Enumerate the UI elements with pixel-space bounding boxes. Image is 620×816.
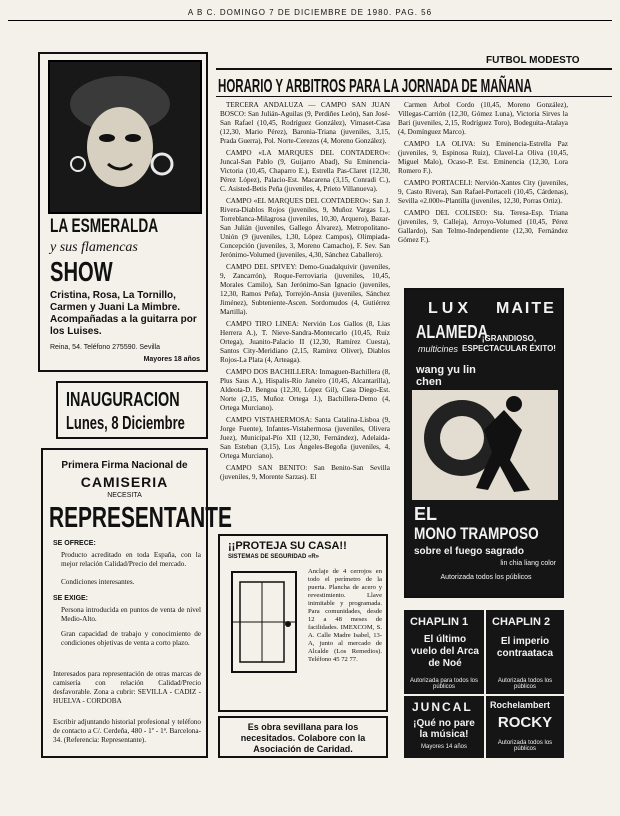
proteja-casa-ad xyxy=(218,534,388,712)
fixture-para: CAMPO DOS BACHILLERA: Inmaguen-Bachillera (8, Plus Saus A.), Hispalis-Río Janeiro (10,45, Alcantarilla), Aldeota-D. Bengoa (12,30, López Gil), Casa Diego-Est. Norte (2,15, Muñoz Ortega J.), Bachillera-Demo (4, Ortega Murciano). xyxy=(220,368,390,412)
rochelambert-text: ROCKY xyxy=(497,714,553,731)
camiseria-offer-1: Producto acreditado en toda España, con la mejor relación Calidad/Precio del mercado. xyxy=(61,551,201,568)
caridad-text: Es obra sevillana para los necesitados. Colabore con la Asociación de Caridad. xyxy=(240,722,366,754)
juncal-text: ¡Qué no pare la música! xyxy=(413,718,475,740)
cinema-alameda: ALAMEDA xyxy=(416,322,488,342)
juncal-title: JUNCAL xyxy=(412,700,473,714)
cinema-lux: LUX xyxy=(428,300,472,317)
cinema-promo: ¡GRANDIOSO, ESPECTACULAR ÉXITO! xyxy=(462,334,556,353)
camiseria-zones: Interesados para representación de otras marcas de camisería con relación Calidad/Precio desfavorable. Zona a cubrir: SEVILLA - CADIZ - HUELVA - CORDOBA xyxy=(53,670,201,705)
camiseria-require-1: Persona introducida en puntos de venta de nivel Medio-Alto. xyxy=(61,606,201,623)
esmeralda-cast: Cristina, Rosa, La Tornillo, Carmen y Juani La Mimbre. Acompañadas a la guitarra por los Luises. xyxy=(50,290,197,337)
cinema-actors: wang yu lin chen xyxy=(416,364,476,388)
camiseria-requires-label: SE EXIGE: xyxy=(53,595,89,602)
esmeralda-subtitle: y sus flamencas xyxy=(50,240,138,255)
esmeralda-show: SHOW xyxy=(50,256,113,287)
fixture-para: CAMPO PORTACELI: Nervión-Xantes City (juveniles, 9, Casto Rivera), San Rafael-Portaceli (10,45, Cárdenas), Sevilla «2.000»-Plantilla (juveniles, 12,30, Porras Ortiz). xyxy=(398,179,568,205)
rochelambert-title: Rochelambert xyxy=(490,700,551,710)
inauguracion-ad xyxy=(56,381,208,439)
chaplin-ad-1 xyxy=(404,610,484,694)
fighter-illustration xyxy=(412,390,558,500)
cinema-title-el: EL xyxy=(414,504,438,524)
fixture-para: CAMPO DEL SPIVEY: Demo-Guadalquivir (juveniles, 9, Zancarrón), Roque-Ferroviaria (juveniles, 10,45, Morales Camilo), San Jerónimo-San Ignacio (juveniles, 12,30, Ramos Peña), Torrejón-Ansia (juveniles, Sánchez Jiménez), Subteniente-Ascen. Sordomudos (4, Gutiérrez Martilla). xyxy=(220,263,390,316)
inauguracion-line1: INAUGURACION xyxy=(66,389,180,411)
chaplin1-title: CHAPLIN 1 xyxy=(410,616,469,628)
proteja-subtitle: SISTEMAS DE SEGURIDAD «R» xyxy=(228,554,320,560)
camiseria-require-2: Gran capacidad de trabajo y conocimiento de condiciones objetivas de venta a corto plazo. xyxy=(61,630,201,647)
chaplin-ad-2 xyxy=(486,610,564,694)
esmeralda-address: Reina, 54. Teléfono 275590. Sevilla xyxy=(50,344,161,351)
cinema-credit: lin chia liang color xyxy=(500,560,556,567)
proteja-text: Anclaje de 4 cerrojos en todo el perímetro de la puerta. Plancha de acero y revestimiento. Llave inimitable y programada. Para comunidades, desde 12 a 48 meses de facilidades. IMEXCOM, S. A. Calle Madre Isabel, 13-A, junto al mercado de Alcalde (Los Remedios). Teléfono 45 72 77. xyxy=(308,568,382,663)
door-illustration xyxy=(228,568,304,678)
section-rule xyxy=(216,68,612,70)
camiseria-headline: REPRESENTANTE xyxy=(49,502,232,534)
cinema-multicines: multicines xyxy=(418,344,459,354)
caridad-ad xyxy=(218,716,388,758)
rochelambert-ad xyxy=(486,696,564,758)
camiseria-contact: Escribir adjuntando historial profesional y teléfono de contacto a C/. Cerdeña, 480 - 1º - 1ª. Barcelona-34. (Referencia: Representante). xyxy=(53,718,201,744)
cinema-rating: Autorizada todos los públicos xyxy=(440,574,532,581)
chaplin2-title: CHAPLIN 2 xyxy=(492,616,551,628)
cinema-ad xyxy=(404,288,564,598)
fixture-para: CAMPO VISTAHERMOSA: Santa Catalina-Lisboa (9, Jorge Fuente), Infantes-Vistahermosa (juveniles, Olivera Juez), Municipal-Pío XII (12,30, Fernández), Adelaida-San Esteban (3,15), Los Ángeles-Begoña (juveniles, 4, Ortega Murciano). xyxy=(220,416,390,460)
page-header: A B C. DOMINGO 7 DE DICIEMBRE DE 1980. PAG. 56 xyxy=(187,8,433,17)
fixture-para: TERCERA ANDALUZA — CAMPO SAN JUAN BOSCO: San Julián-Aguilas (9, Perdiñes León), San José-San Rafael (10,45, Rodríguez González), Vimaset-Casa (12,30, Mario Pérez), Baronia-Triana (juveniles, 3,15, Prada Guerra), Pol. Norte-Cerezos (4, Moreno González). xyxy=(220,101,390,145)
fixture-para: CAMPO LA OLIVA: Su Eminencia-Estrella Paz (juveniles, 9, Espinosa Ruiz), Clavel-La Oliva (10,45, Miguel Malo), Ocaso-P. Est. Eminencia (12,30, Lora Romero F.). xyxy=(398,140,568,175)
cinema-subtitle: sobre el fuego sagrado xyxy=(414,546,525,557)
rochelambert-rating: Autorizada todos los públicos xyxy=(497,740,553,752)
juncal-rating: Mayores 14 años xyxy=(420,744,468,750)
fixture-para: CAMPO «LA MARQUES DEL CONTADERO»: Juncal-San Pablo (9, Guijarro Abad), Su Eminencia-Victoria (10,45, Chaparro E.), Estrella Pas-Claret (12,30, Pérez López), Palacio-Est. Macarena (3,15, Conradi C.), C. Asisted-Betis Peña (juveniles, 4, Prieto Villanueva). xyxy=(220,149,390,193)
camiseria-ad xyxy=(41,448,232,758)
fixture-para: CAMPO TIRO LINEA: Nervión Los Gallos (8, Lias Herrera A.), T. Nieve-Sandra-Montecarlo (10,45, Ruiz Ortega), Juanito-Palacio II (12,30, Ramírez Cuesta), Santos City-Meridiano (2,15, Ramírez Oliver), Diablos Rojos-La Plata (4, Arteaga). xyxy=(220,320,390,364)
fixtures-column-2 xyxy=(398,101,568,271)
fixture-para: CAMPO DEL COLISEO: Sta. Teresa-Esp. Triana (juveniles, 9, Calleja), Arroyo-Volumed (10,45, Pérez Gallardo), San Telmo-Independiente (12,30, Fernández Gómez F.). xyxy=(398,209,568,244)
fixture-para: Carmen Árbol Cordo (10,45, Moreno González), Villegas-Carrión (12,30, Gómez Luna), Victoria Sirves la Bari (juveniles, 2,15, Rodríguez Toro), Bodeguita-Atalaya (4, Domínguez Marco). xyxy=(398,101,568,136)
chaplin1-text: El último vuelo del Arca de Noé xyxy=(411,634,479,669)
proteja-title: ¡¡PROTEJA SU CASA!! xyxy=(228,540,347,552)
fixture-para: CAMPO SAN BENITO: San Benito-San Sevilla (juveniles, 9, Morente Sarzas). El xyxy=(220,464,390,481)
chaplin2-text: El imperio contraataca xyxy=(496,636,554,659)
main-headline: HORARIO Y ARBITROS PARA LA JORNADA DE MAÑANA xyxy=(218,76,532,96)
esmeralda-age: Mayores 18 años xyxy=(143,356,200,363)
camiseria-offers-label: SE OFRECE: xyxy=(53,540,96,547)
inauguracion-line2: Lunes, 8 Diciembre xyxy=(66,413,185,433)
juncal-ad xyxy=(404,696,484,758)
section-label: FUTBOL MODESTO xyxy=(486,55,580,66)
camiseria-line1: Primera Firma Nacional de xyxy=(61,460,188,471)
camiseria-offer-2: Condiciones interesantes. xyxy=(61,578,135,586)
chaplin2-rating: Autorizada todos los públicos xyxy=(497,678,553,690)
camiseria-line2: CAMISERIA xyxy=(80,474,169,490)
cinema-title-main: MONO TRAMPOSO xyxy=(414,524,539,543)
top-rule xyxy=(8,20,612,21)
esmeralda-photo xyxy=(48,60,202,214)
esmeralda-name: LA ESMERALDA xyxy=(50,216,159,237)
fixtures-column-1 xyxy=(220,101,390,521)
fixture-para: CAMPO «EL MARQUES DEL CONTADERO»: San J. Rivera-Diablos Rojos (juveniles, 9, Muñoz Vargas L.), Torreblanca-Milagrosa (juveniles, 10,30, Arquero), Bazar-San Julián (juveniles, Gallego Álvarez), Metropolitano-Unión (9 (juveniles, 1,30, López Campos), Olimpiada-Concepción (juveniles, 3, Moreno Camacho), F. Sev. San Jerónimo-Volumed (juveniles, 4,30, Sánchez Caballero). xyxy=(220,197,390,259)
headline-rule xyxy=(216,96,612,97)
camiseria-line3: NECESITA xyxy=(107,492,142,499)
portrait-illustration xyxy=(50,62,200,212)
esmeralda-ad xyxy=(38,52,208,372)
cinema-illustration xyxy=(412,390,558,500)
chaplin1-rating: Autorizada para todos los públicos xyxy=(409,678,479,690)
cinema-maite: MAITE xyxy=(496,300,556,317)
